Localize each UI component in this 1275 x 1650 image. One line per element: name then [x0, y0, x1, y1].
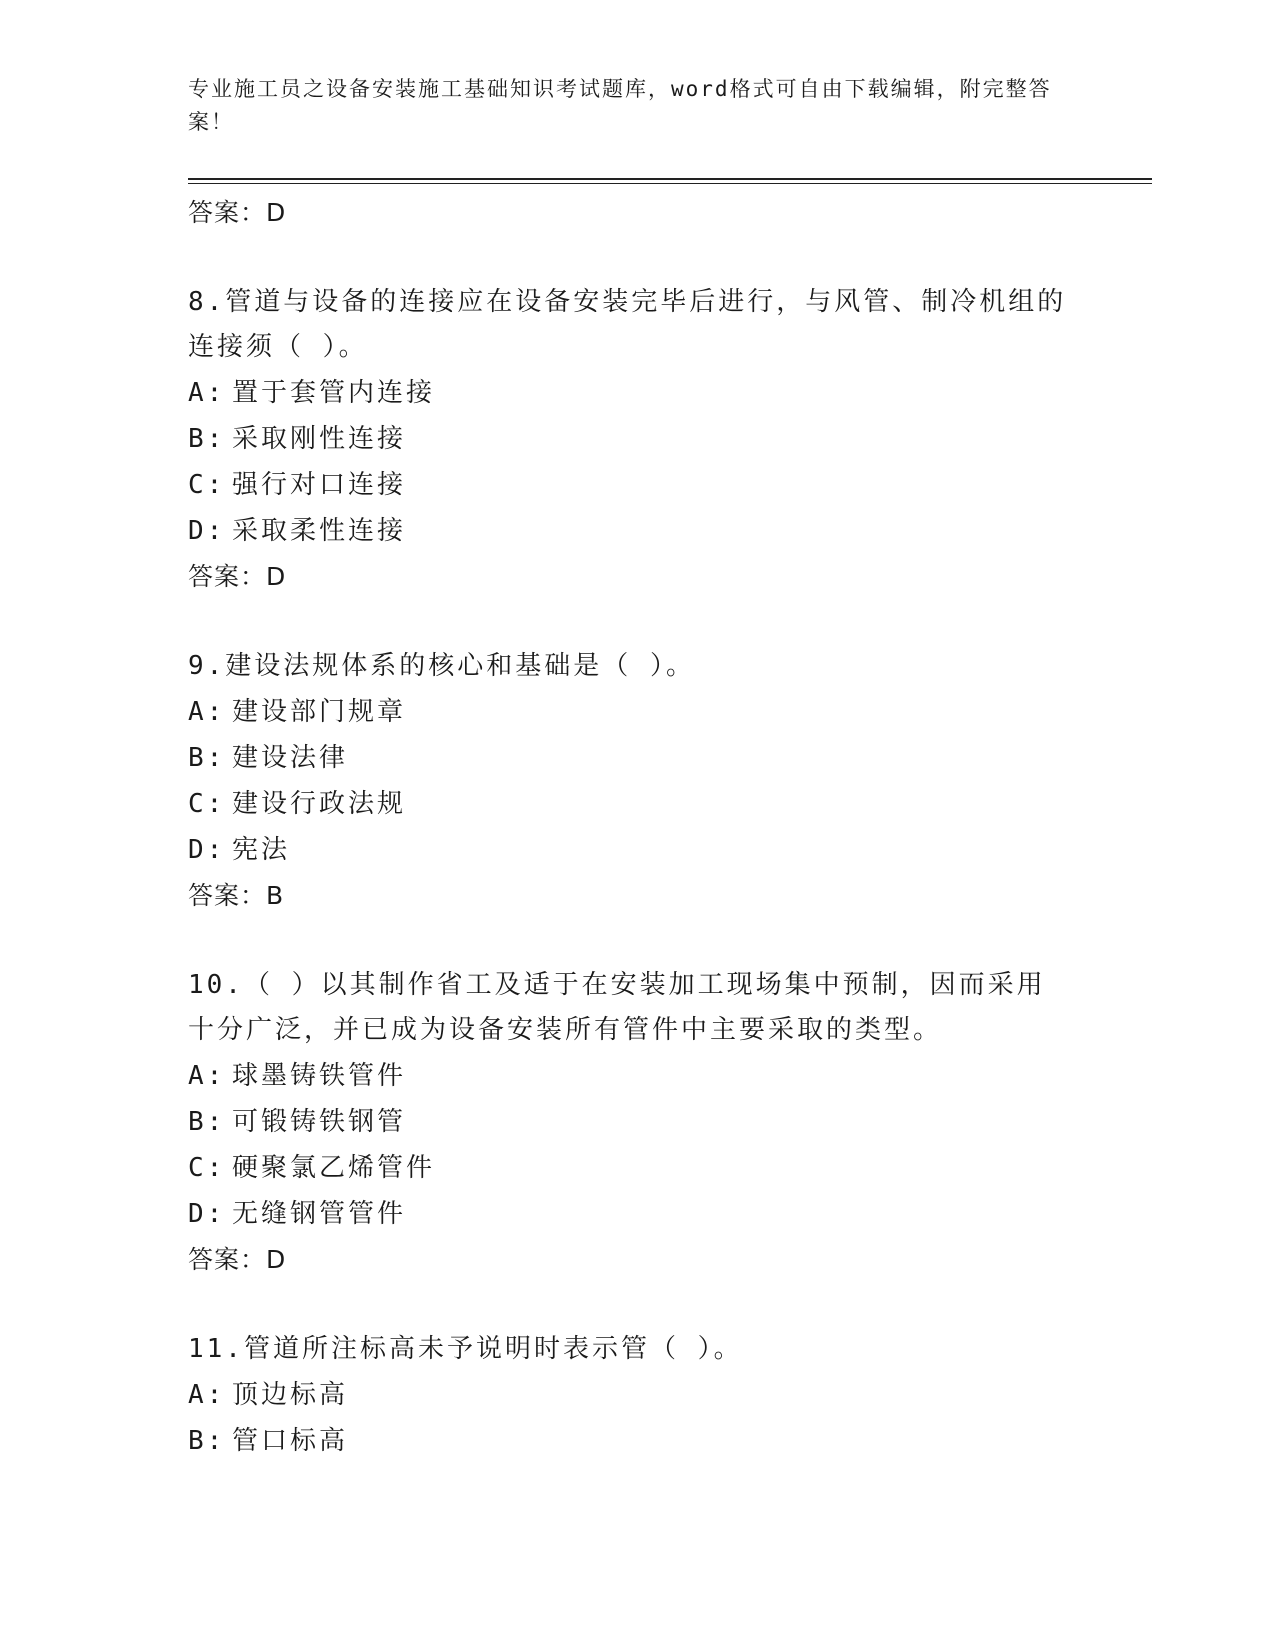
option-text: 置于套管内连接: [232, 378, 436, 408]
option-c: [188, 462, 1068, 508]
answer-line: 答案：B: [188, 881, 285, 910]
option-text: 建设行政法规: [232, 789, 407, 819]
question-list: [188, 190, 1068, 1464]
option-letter: B:: [188, 743, 226, 773]
answer-line: 答案：D: [188, 1245, 287, 1274]
option-letter: A:: [188, 1380, 226, 1410]
question-stem: 8.管道与设备的连接应在设备安装完毕后进行，与风管、制冷机组的连接须（ ）。: [188, 287, 1067, 362]
option-a: [188, 1053, 1068, 1099]
option-text: 强行对口连接: [232, 470, 407, 500]
option-text: 无缝钢管管件: [232, 1199, 407, 1229]
option-text: 硬聚氯乙烯管件: [232, 1153, 436, 1183]
question-stem: 9.建设法规体系的核心和基础是（ ）。: [188, 651, 695, 681]
option-a: [188, 370, 1068, 416]
option-c: [188, 781, 1068, 827]
option-letter: C:: [188, 470, 226, 500]
option-letter: C:: [188, 789, 226, 819]
answer-line: 答案：D: [188, 198, 287, 227]
option-d: [188, 508, 1068, 554]
option-text: 管口标高: [232, 1426, 349, 1456]
option-d: [188, 827, 1068, 873]
option-text: 宪法: [232, 835, 291, 865]
header-rule-thin: [188, 183, 1152, 184]
option-letter: B:: [188, 1426, 226, 1456]
option-letter: D:: [188, 1199, 226, 1229]
spacer: [188, 600, 1068, 644]
option-letter: C:: [188, 1153, 226, 1183]
question-8: [188, 280, 1068, 600]
option-b: [188, 416, 1068, 462]
question-11: [188, 1327, 1068, 1464]
option-letter: A:: [188, 378, 226, 408]
option-text: 球墨铸铁管件: [232, 1061, 407, 1091]
question-stem: 11.管道所注标高未予说明时表示管（ ）。: [188, 1334, 743, 1364]
option-text: 可锻铸铁钢管: [232, 1107, 407, 1137]
spacer: [188, 236, 1068, 280]
option-letter: B:: [188, 1107, 226, 1137]
header-rule-thick: [188, 178, 1152, 180]
question-10: [188, 963, 1068, 1283]
spacer: [188, 919, 1068, 963]
option-text: 建设法律: [232, 743, 349, 773]
option-letter: A:: [188, 1061, 226, 1091]
option-c: [188, 1145, 1068, 1191]
question-9: [188, 644, 1068, 919]
option-a: [188, 1372, 1068, 1418]
option-a: [188, 689, 1068, 735]
option-letter: D:: [188, 516, 226, 546]
answer-line: 答案：D: [188, 562, 287, 591]
option-letter: B:: [188, 424, 226, 454]
option-text: 采取刚性连接: [232, 424, 407, 454]
option-b: [188, 1418, 1068, 1464]
question-stem: 10.（ ）以其制作省工及适于在安装加工现场集中预制，因而采用十分广泛，并已成为设备安装所有管件中主要采取的类型。: [188, 970, 1046, 1045]
option-b: [188, 1099, 1068, 1145]
spacer: [188, 1283, 1068, 1327]
option-letter: D:: [188, 835, 226, 865]
option-b: [188, 735, 1068, 781]
option-text: 顶边标高: [232, 1380, 349, 1410]
document-header: 专业施工员之设备安装施工基础知识考试题库，word格式可自由下载编辑，附完整答案！: [188, 77, 1052, 134]
option-text: 建设部门规章: [232, 697, 407, 727]
option-d: [188, 1191, 1068, 1237]
option-letter: A:: [188, 697, 226, 727]
option-text: 采取柔性连接: [232, 516, 407, 546]
